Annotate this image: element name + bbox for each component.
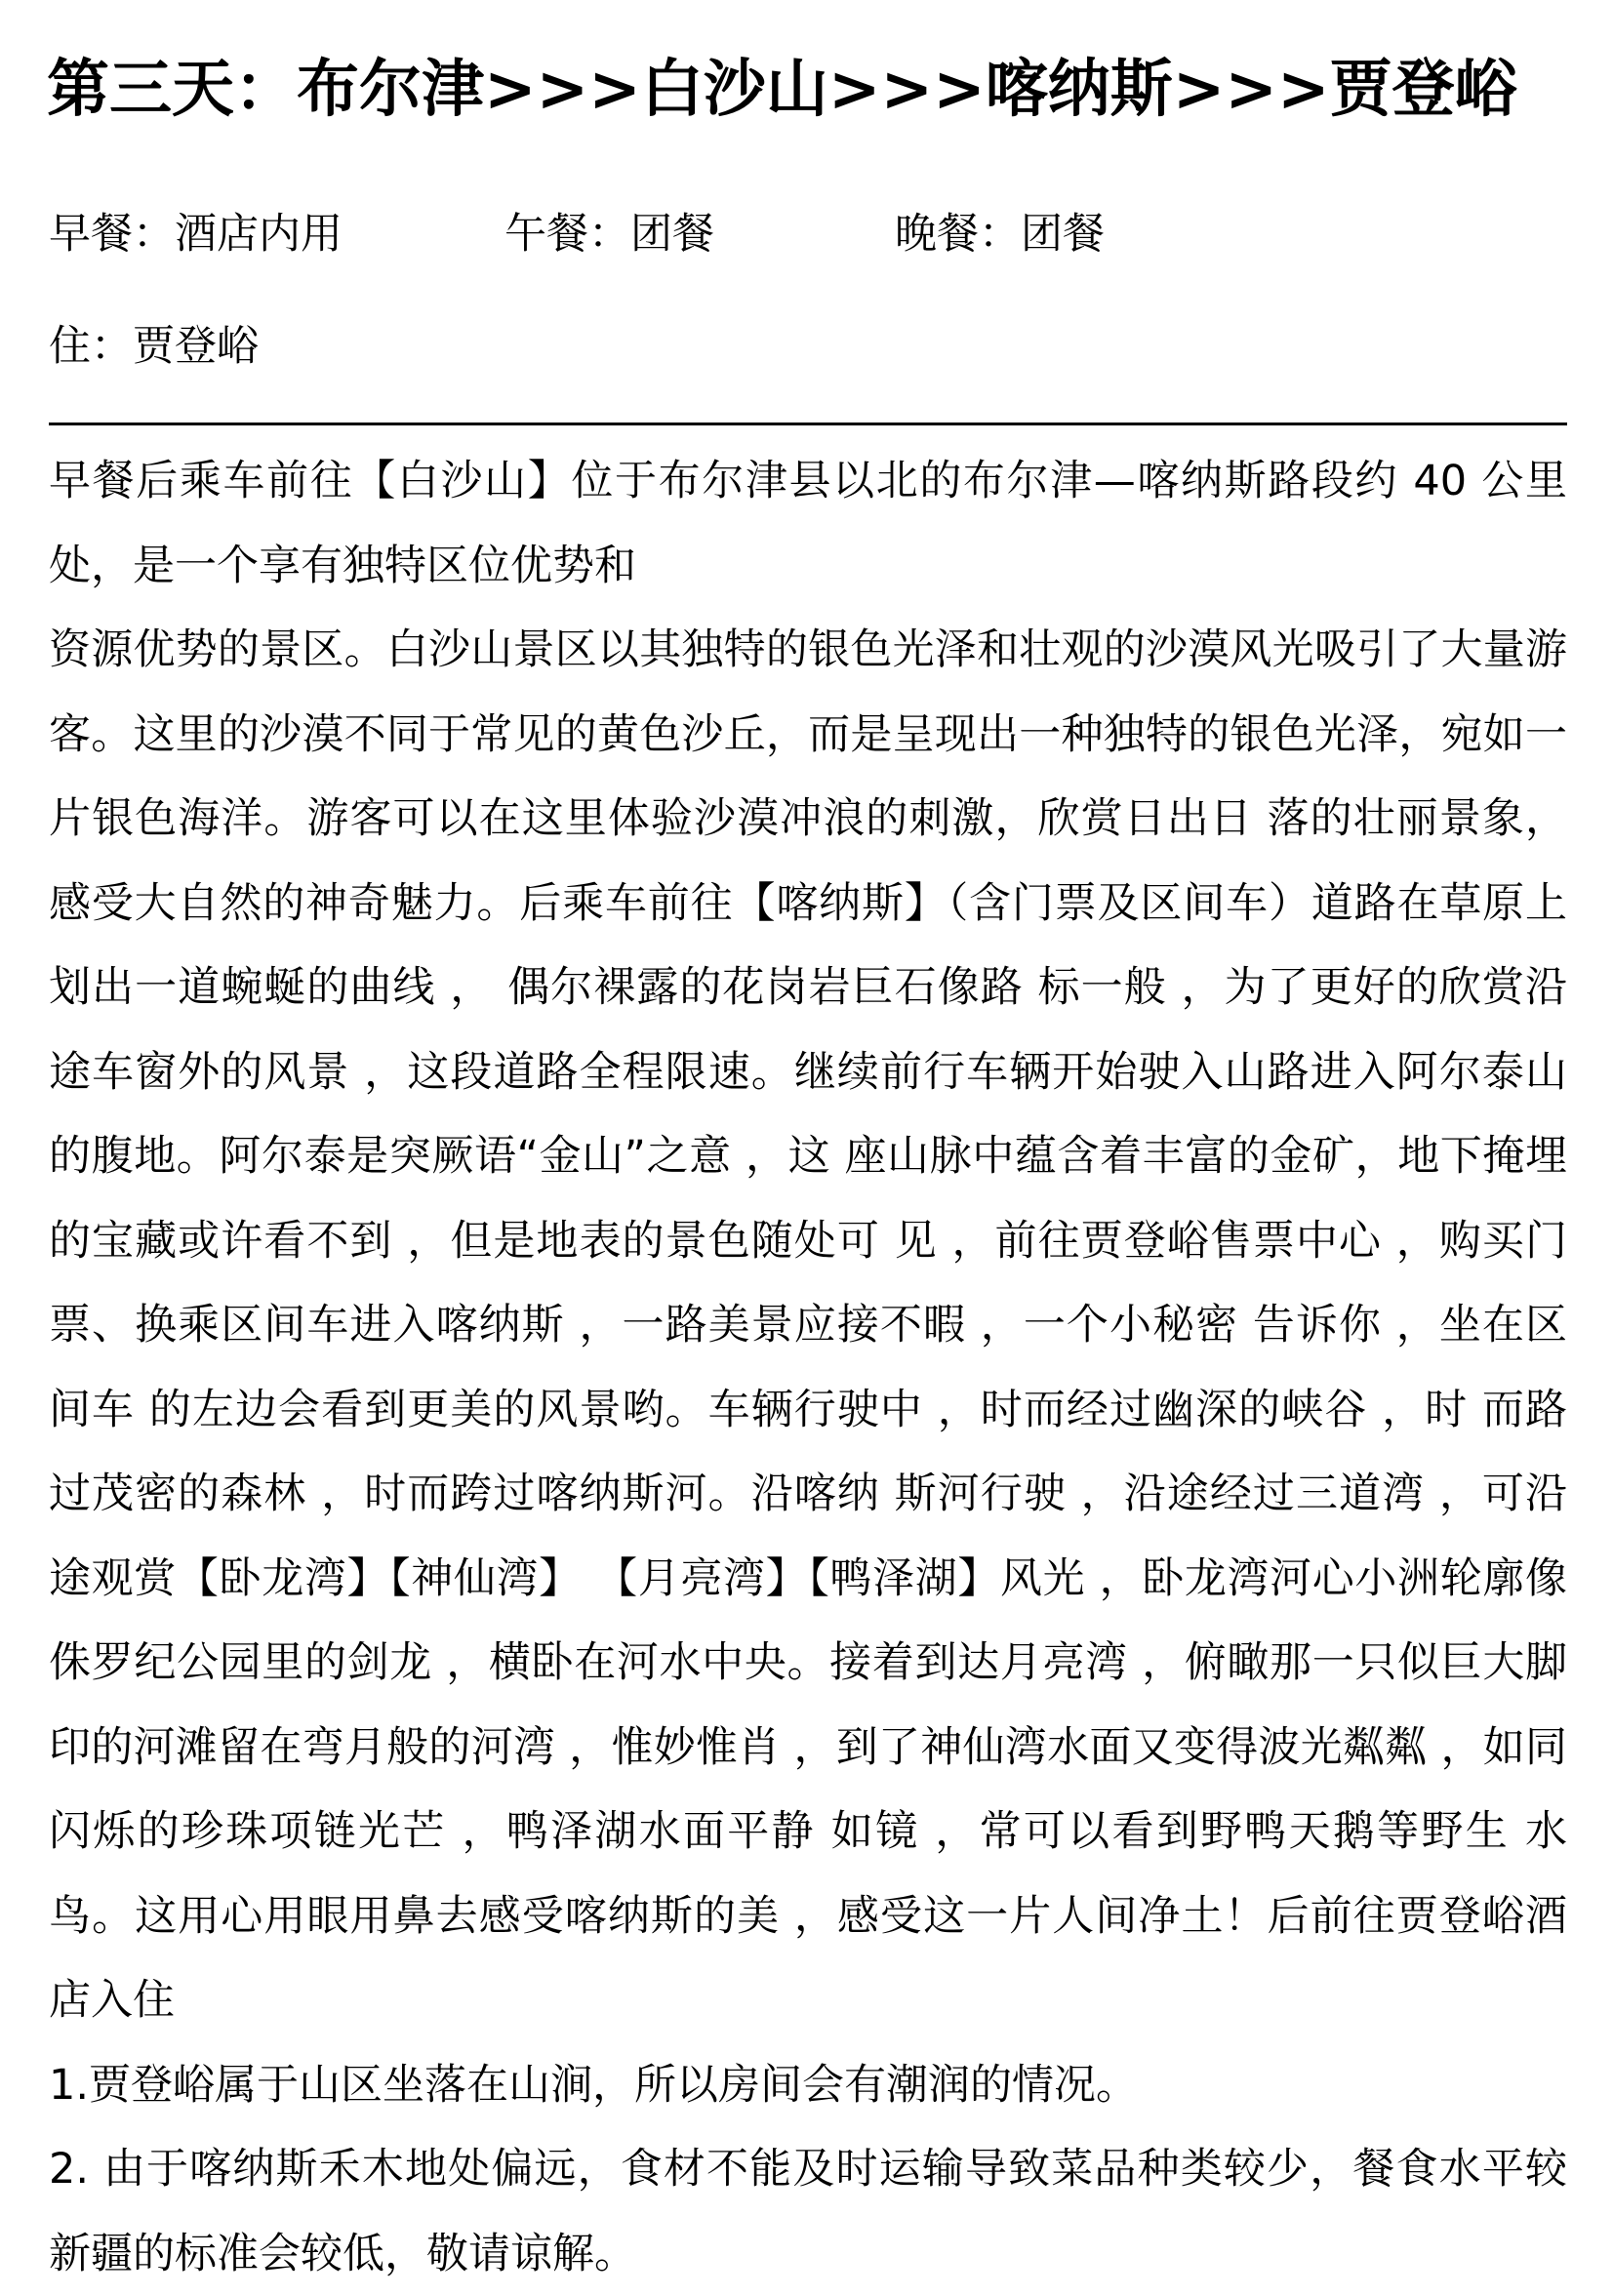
accommodation-info: 住：贾登峪 [49,322,259,371]
description-paragraph: 资源优势的景区。白沙山景区以其独特的银色光泽和壮观的沙漠风光吸引了大量游客。这里的沙漠不同于常见的黄色沙丘，而是呈现出一种独特的银色光泽，宛如一片银色海洋。游客可以在这里体验沙漠冲浪的刺激，欣赏日出日 落的壮丽景象，感受大自然的神奇魅力。后乘车前往【喀纳斯】（含门票及区间车）道路在草原上划出一道蜿蜒的曲线 ， 偶尔裸露的花岗岩巨石像路 标一般 ，为了更好的欣赏沿途车窗外的风景 ，这段道路全程限速。继续前行车辆开始驶入山路进入阿尔泰山的腹地。阿尔泰是突厥语“金山”之意 ，这 座山脉中蕴含着丰富的金矿，地下掩埋的宝藏或许看不到 ，但是地表的景色随处可 见 ，前往贾登峪售票中心 ，购买门票、换乘区间车进入喀纳斯 ，一路美景应接不暇 ，一个小秘密 告诉你 ，坐在区间车 的左边会看到更美的风景哟。车辆行驶中 ，时而经过幽深的峡谷 ，时 而路过茂密的森林 ，时而跨过喀纳斯河。沿喀纳 斯河行驶 ，沿途经过三道湾 ，可沿途观赏【卧龙湾】【神仙湾】 【月亮湾】【鸭泽湖】风光 ，卧龙湾河心小洲轮廓像 侏罗纪公园里的剑龙 ，横卧在河水中央。接着到达月亮湾 ，俯瞰那一只似巨大脚印的河滩留在弯月般的河湾 ，惟妙惟肖 ，到了神仙湾水面又变得波光粼粼 ，如同闪烁的珍珠项链光芒 ，鸭泽湖水面平静 如镜 ，常可以看到野鸭天鹅等野生 水鸟。这用心用眼用鼻去感受喀纳斯的美 ，感受这一片人间净土！后前往贾登峪酒店入住 [49,625,1567,2025]
lunch-info: 午餐：团餐 [504,210,714,259]
intro-paragraph: 早餐后乘车前往【白沙山】位于布尔津县以北的布尔津—喀纳斯路段约 40 公里处，是一个享有独特区位优势和 [49,457,1567,590]
itinerary-description [49,439,1567,2296]
day-title: 第三天：布尔津>>>白沙山>>>喀纳斯>>>贾登峪 [47,54,1517,126]
breakfast-info: 早餐：酒店内用 [49,210,343,259]
section-divider [49,423,1567,425]
dinner-info: 晚餐：团餐 [895,210,1105,259]
note-item-1: 1.贾登峪属于山区坐落在山涧，所以房间会有潮润的情况。 [49,2060,1139,2110]
note-item-2: 2. 由于喀纳斯禾木地处偏远，食材不能及时运输导致菜品种类较少，餐食水平较新疆的标准会较低，敬请谅解。 [49,2145,1567,2278]
